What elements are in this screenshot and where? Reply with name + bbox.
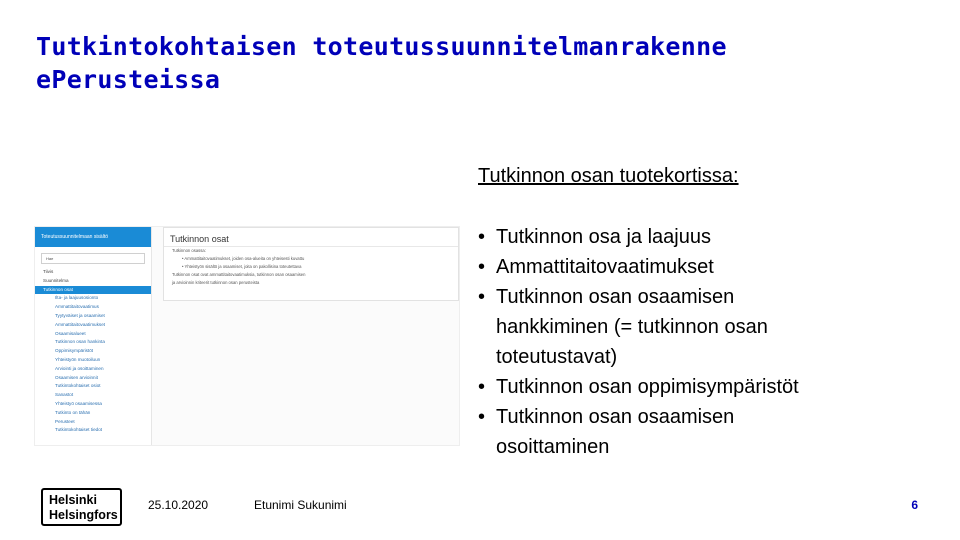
bullet-text-line: hankkiminen (= tutkinnon osan (496, 316, 768, 338)
screenshot-main-line: Tutkinnon osassa: (172, 248, 206, 253)
screenshot-sidebar-item: Ammattitaitovaatimukset (55, 321, 106, 327)
bullet-text-line: toteutustavat) (496, 346, 618, 368)
screenshot-sidebar-item: Tutkinnon osat (35, 286, 151, 295)
footer-date: 25.10.2020 (148, 498, 209, 512)
screenshot-main-line: Tutkinnon osat ovat ammattitaitovaatimuksia, tutkinnon osan osaamisen (172, 272, 306, 277)
bullet-item (478, 252, 918, 282)
screenshot-sidebar-item: Perusteet (55, 418, 75, 424)
bullet-dot: • (478, 226, 486, 248)
slide-subtitle: Tutkinnon osan tuotekortissa: (478, 165, 739, 187)
bullet-dot: • (478, 406, 486, 428)
screenshot-sidebar-item: Tutkinnon osan hankinta (55, 339, 105, 345)
screenshot-search-input: Hae (41, 253, 145, 264)
logo-line-1: Helsinki (49, 493, 97, 507)
screenshot-main-line: ja arvioinnin kriteerit tutkinnon osan perusteista (172, 280, 260, 285)
screenshot-main-panel (163, 227, 459, 301)
bullet-text-line: osoittaminen (496, 436, 610, 458)
logo-line-2: Helsingfors (49, 508, 118, 522)
screenshot-main-lines (164, 247, 458, 287)
screenshot-sidebar-item: Tutkintokohtaiset osiot (55, 383, 101, 389)
bullet-text-line: Tutkinnon osan osaamisen (496, 406, 735, 428)
bullet-item (478, 402, 918, 462)
screenshot-main-title: Tutkinnon osat (164, 228, 458, 247)
screenshot-sidebar-header: Toteutussuunnitelmaan sisältö (35, 227, 151, 247)
bullet-text-line: Tutkinnon osan osaamisen (496, 286, 735, 308)
bullet-item (478, 282, 918, 372)
helsinki-logo (41, 488, 122, 526)
screenshot-sidebar-items (35, 277, 151, 435)
screenshot-sidebar-item: Ammattitaitovaatimus (55, 304, 99, 310)
screenshot-sidebar-item: Sanastot (55, 392, 74, 398)
screenshot-sidebar-item: Osaamisalueet (55, 330, 86, 336)
bullet-text-line: Tutkinnon osan oppimisympäristöt (496, 376, 799, 398)
bullet-item (478, 372, 918, 402)
screenshot-sidebar-item: Oppimisympäristöt (55, 348, 94, 354)
screenshot-sidebar (35, 227, 152, 445)
screenshot-main-line: • Ammattitaitovaatimukset, joiden osa-alueita on yhteisesti kuvattu (182, 256, 305, 261)
eperusteet-screenshot (34, 226, 460, 446)
screenshot-sidebar-item: Ilta- ja laajuusosionto (55, 295, 99, 301)
screenshot-sidebar-item: Suunnitelma (43, 277, 69, 283)
screenshot-sidebar-item: Arviointi ja osoittaminen (55, 365, 104, 371)
bullet-text-line: Tutkinnon osa ja laajuus (496, 226, 711, 248)
slide-title-line-1: Tutkintokohtaisen toteutussuunnitelmanrakenne (36, 32, 727, 61)
slide-title-line-2: ePerusteissa (36, 65, 221, 94)
bullet-list (478, 222, 918, 462)
screenshot-main-line: • Yhteistyön sisältö ja osaamiset, joita on pakollisina toteutettava (182, 264, 302, 269)
bullet-text-line: Ammattitaitovaatimukset (496, 256, 714, 278)
screenshot-sidebar-item: Yhteistyön muotoiluun (55, 356, 101, 362)
screenshot-sidebar-item: Tutkinto on tähän (55, 409, 91, 415)
screenshot-sidebar-item: Osaamisen arvioinnit (55, 374, 98, 380)
slide-title (36, 30, 916, 96)
bullet-dot: • (478, 286, 486, 308)
bullet-item (478, 222, 918, 252)
screenshot-sidebar-top-item: Tiivis (43, 269, 54, 274)
bullet-dot: • (478, 256, 486, 278)
bullet-dot: • (478, 376, 486, 398)
screenshot-sidebar-item: Yhteistyö osaamisessa (55, 400, 102, 406)
screenshot-sidebar-item: Tutkintokohtaiset tiedot (55, 427, 103, 433)
page-number: 6 (911, 498, 918, 512)
screenshot-sidebar-item: Tyytyväiset ja osaamiset (55, 312, 105, 318)
footer-author: Etunimi Sukunimi (254, 498, 347, 512)
